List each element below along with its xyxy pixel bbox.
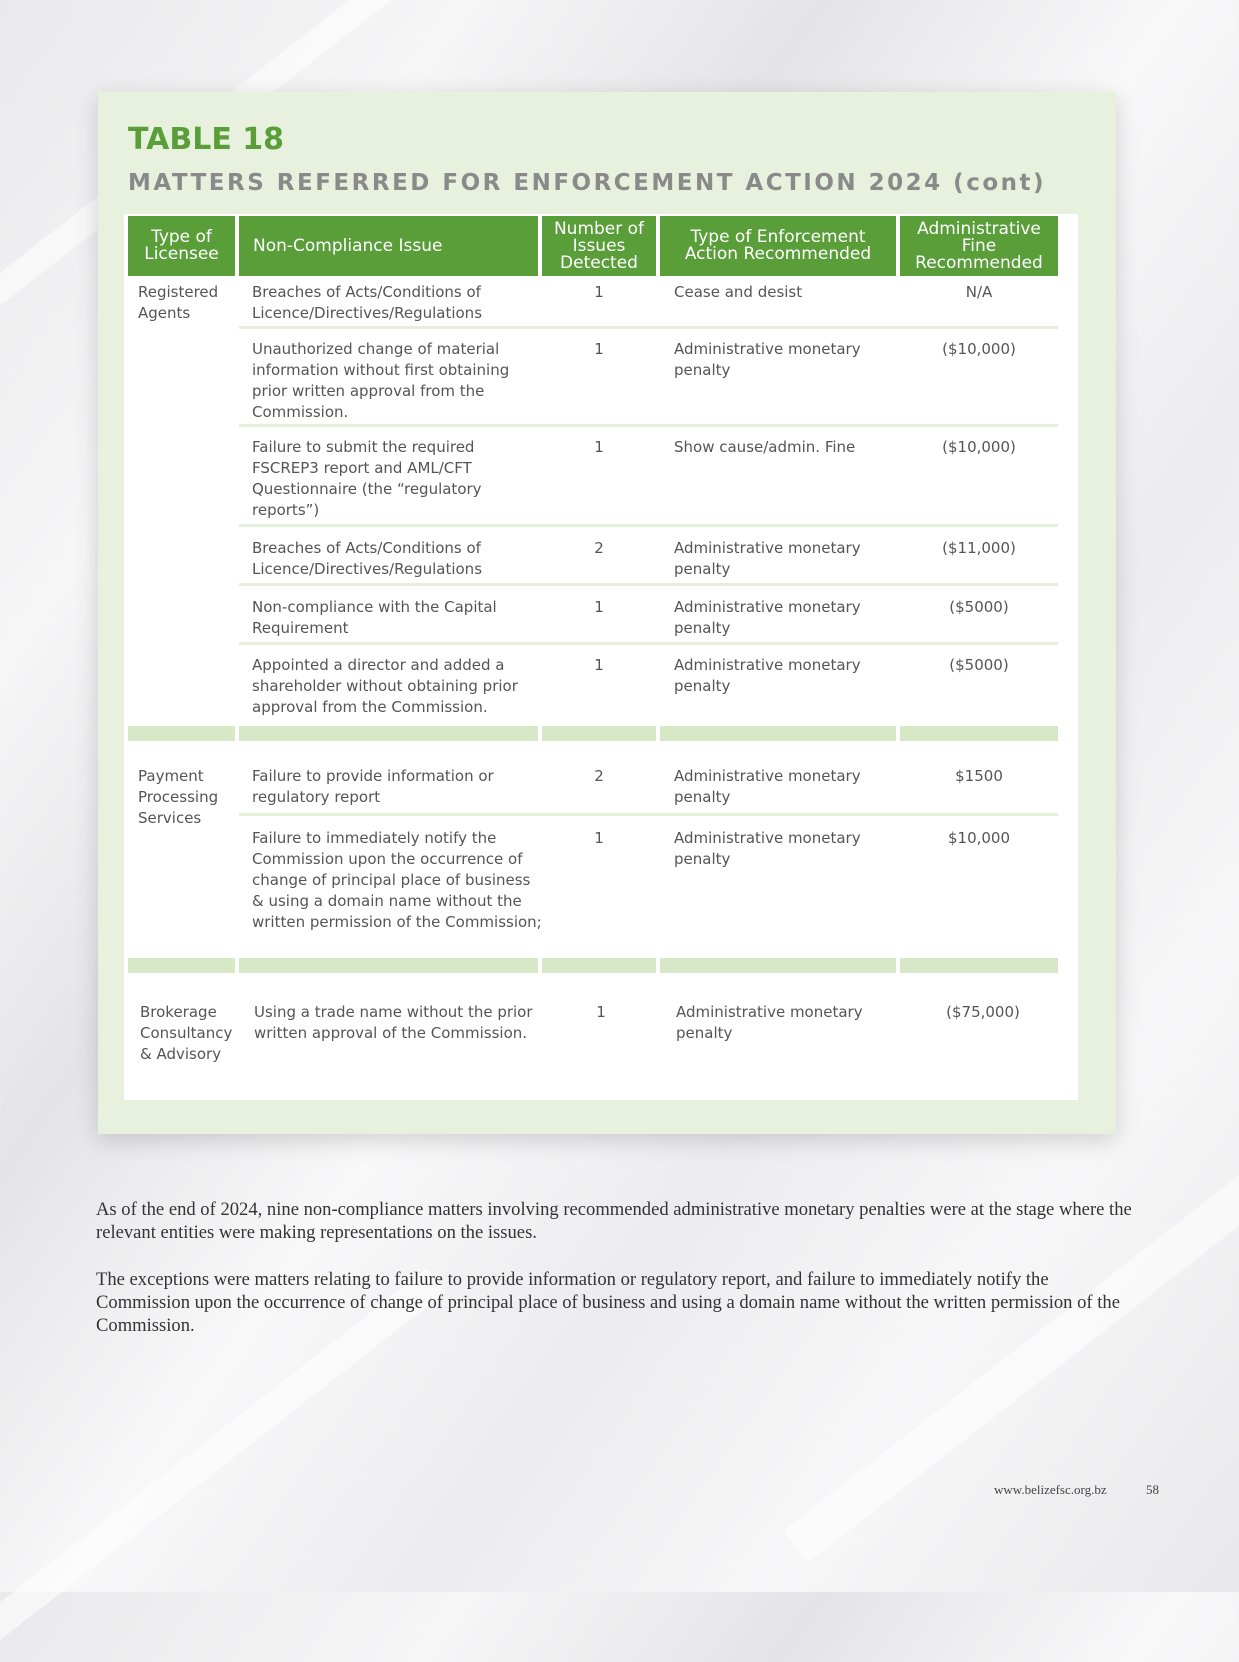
table-title: TABLE 18 — [128, 122, 285, 157]
count-cell: 2 — [594, 767, 604, 785]
body-paragraph: The exceptions were matters relating to failure to provide information or regulatory report, and failure to immediately notify the Commission upon the occurrence of change of principal place of business and using a domain name without the written permission of the Commission. — [96, 1269, 1120, 1336]
licensee-type: Payment Processing Services — [138, 767, 219, 827]
issue-cell: Unauthorized change of material information without first obtaining prior written approval from the Commission. — [252, 340, 510, 421]
action-cell: Show cause/admin. Fine — [674, 438, 856, 456]
issue-cell: Appointed a director and added a shareholder without obtaining prior approval from the Commission. — [252, 656, 518, 716]
row-divider — [239, 583, 1058, 586]
action-cell: Administrative monetary penalty — [674, 340, 861, 379]
count-cell: 1 — [594, 656, 604, 674]
header-issue: Non-Compliance Issue — [239, 216, 538, 276]
fine-cell: N/A — [965, 283, 993, 301]
issue-cell: Failure to immediately notify the Commission upon the occurrence of change of principal place of business & using a domain name without the written permission of the Commission; — [252, 829, 542, 931]
issue-cell: Failure to submit the required FSCREP3 report and AML/CFT Questionnaire (the “regulatory reports”) — [252, 438, 482, 519]
count-cell: 1 — [594, 598, 604, 616]
action-cell: Cease and desist — [674, 283, 803, 301]
footer-website: www.belizefsc.org.bz — [994, 1482, 1107, 1497]
fine-cell: ($10,000) — [942, 438, 1016, 456]
row-divider — [239, 642, 1058, 645]
header-fine: Administrative Fine Recommended — [900, 216, 1058, 276]
count-cell: 1 — [594, 283, 604, 301]
count-cell: 1 — [594, 438, 604, 456]
action-cell: Administrative monetary penalty — [674, 598, 861, 637]
page-number: 58 — [1146, 1482, 1159, 1497]
fine-cell: ($5000) — [949, 656, 1009, 674]
action-cell: Administrative monetary penalty — [674, 539, 861, 578]
header-licensee: Type of Licensee — [128, 216, 235, 276]
header-action: Type of Enforcement Action Recommended — [660, 216, 896, 276]
header-count: Number of Issues Detected — [542, 216, 656, 276]
count-cell: 1 — [596, 1003, 606, 1021]
action-cell: Administrative monetary penalty — [674, 829, 861, 868]
fine-cell: ($11,000) — [942, 539, 1016, 557]
count-cell: 1 — [594, 340, 604, 358]
fine-cell: ($5000) — [949, 598, 1009, 616]
action-cell: Administrative monetary penalty — [676, 1003, 863, 1042]
issue-cell: Breaches of Acts/Conditions of Licence/Directives/Regulations — [252, 539, 483, 578]
fine-cell: $1500 — [955, 767, 1003, 785]
action-cell: Administrative monetary penalty — [674, 767, 861, 806]
licensee-type: Brokerage Consultancy & Advisory — [140, 1003, 233, 1063]
fine-cell: ($10,000) — [942, 340, 1016, 358]
issue-cell: Breaches of Acts/Conditions of Licence/Directives/Regulations — [252, 283, 483, 322]
count-cell: 1 — [594, 829, 604, 847]
row-divider — [239, 813, 1058, 816]
fine-cell: ($75,000) — [946, 1003, 1020, 1021]
row-divider — [239, 524, 1058, 527]
issue-cell: Non-compliance with the Capital Requirement — [252, 598, 497, 637]
issue-cell: Failure to provide information or regulatory report — [252, 767, 494, 806]
licensee-type: Registered Agents — [138, 283, 219, 322]
count-cell: 2 — [594, 539, 604, 557]
enforcement-table — [124, 214, 1078, 1100]
action-cell: Administrative monetary penalty — [674, 656, 861, 695]
issue-cell: Using a trade name without the prior written approval of the Commission. — [254, 1003, 533, 1042]
table-subtitle: MATTERS REFERRED FOR ENFORCEMENT ACTION 2024 (cont) — [128, 170, 1047, 196]
body-paragraph: As of the end of 2024, nine non-compliance matters involving recommended administrative monetary penalties were at the stage where the relevant entities were making representations on the issues. — [96, 1199, 1132, 1243]
row-divider — [239, 424, 1058, 427]
row-divider — [239, 326, 1058, 329]
fine-cell: $10,000 — [947, 829, 1011, 847]
table-card — [98, 92, 1116, 1134]
